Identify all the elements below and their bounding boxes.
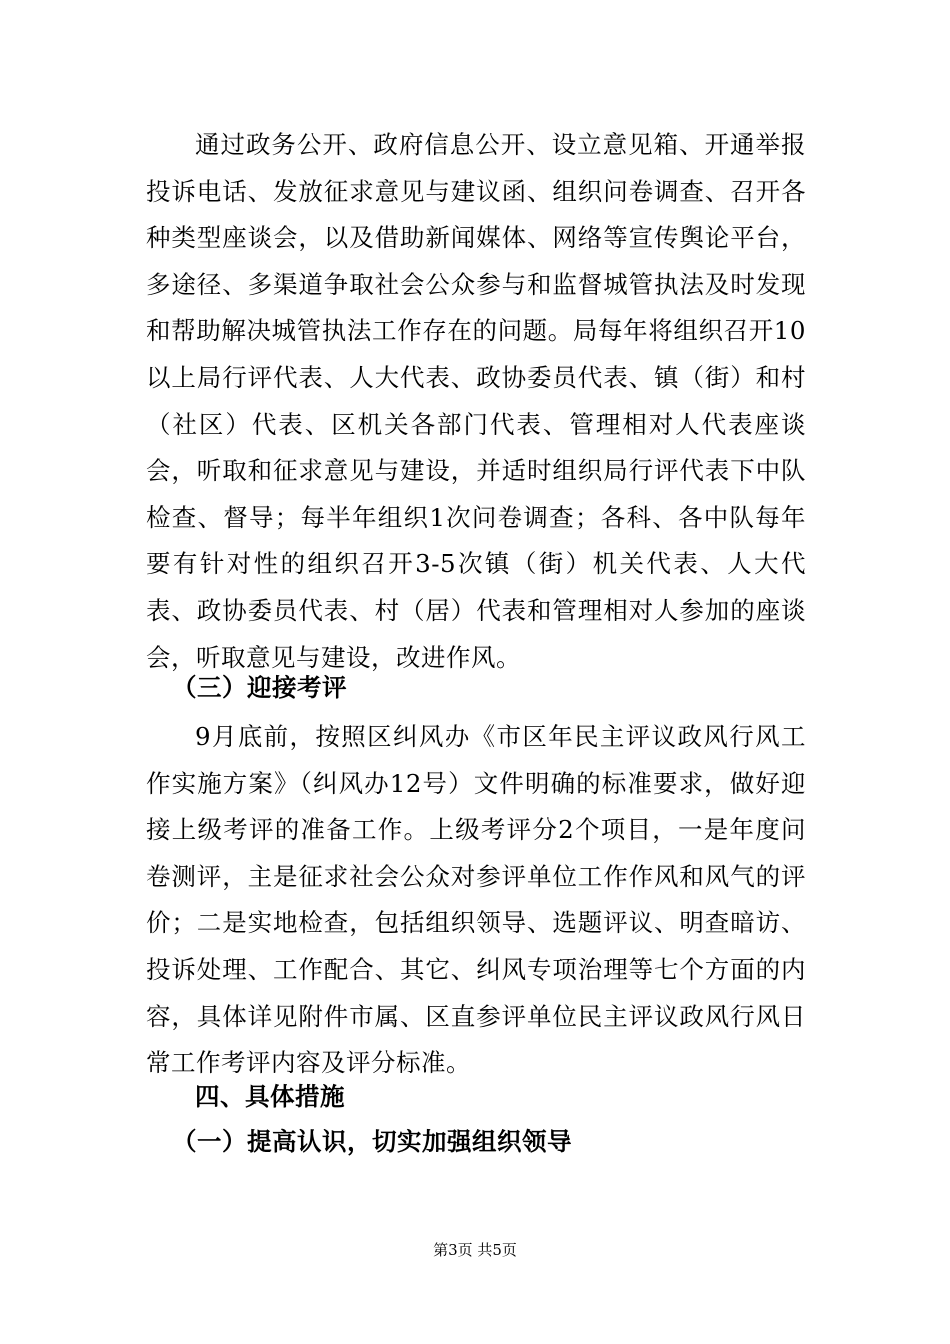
page-number-footer: 第3页 共5页 bbox=[433, 1241, 517, 1259]
body-paragraph-2: 9月底前，按照区纠风办《市区年民主评议政风行风工作实施方案》（纠风办12号）文件明确的标准要求，做好迎接上级考评的准备工作。上级考评分2个项目，一是年度问卷测评，主是征求社会公众对参评单位工作作风和风气的评价；二是实地检查，包括组织领导、选题评议、明查暗访、投诉处理、工作配合、其它、纠风专项治理等七个方面的内容，具体详见附件市属、区直参评单位民主评议政风行风日常工作考评内容及评分标准。 bbox=[146, 722, 806, 1078]
subsection-heading-4-1: （一）提高认识，切实加强组织领导 bbox=[172, 1127, 572, 1156]
section-heading-3: （三）迎接考评 bbox=[172, 673, 347, 702]
section-heading-4: 四、具体措施 bbox=[195, 1082, 345, 1111]
body-paragraph-1: 通过政务公开、政府信息公开、设立意见箱、开通举报投诉电话、发放征求意见与建议函、组织问卷调查、召开各种类型座谈会，以及借助新闻媒体、网络等宣传舆论平台，多途径、多渠道争取社会公众参与和监督城管执法及时发现和帮助解决城管执法工作存在的问题。局每年将组织召开10以上局行评代表、人大代表、政协委员代表、镇（街）和村（社区）代表、区机关各部门代表、管理相对人代表座谈会，听取和征求意见与建设，并适时组织局行评代表下中队检查、督导；每半年组织1次问卷调查；各科、各中队每年要有针对性的组织召开3-5次镇（街）机关代表、人大代表、政协委员代表、村（居）代表和管理相对人参加的座谈会，听取意见与建设，改进作风。 bbox=[146, 130, 806, 672]
